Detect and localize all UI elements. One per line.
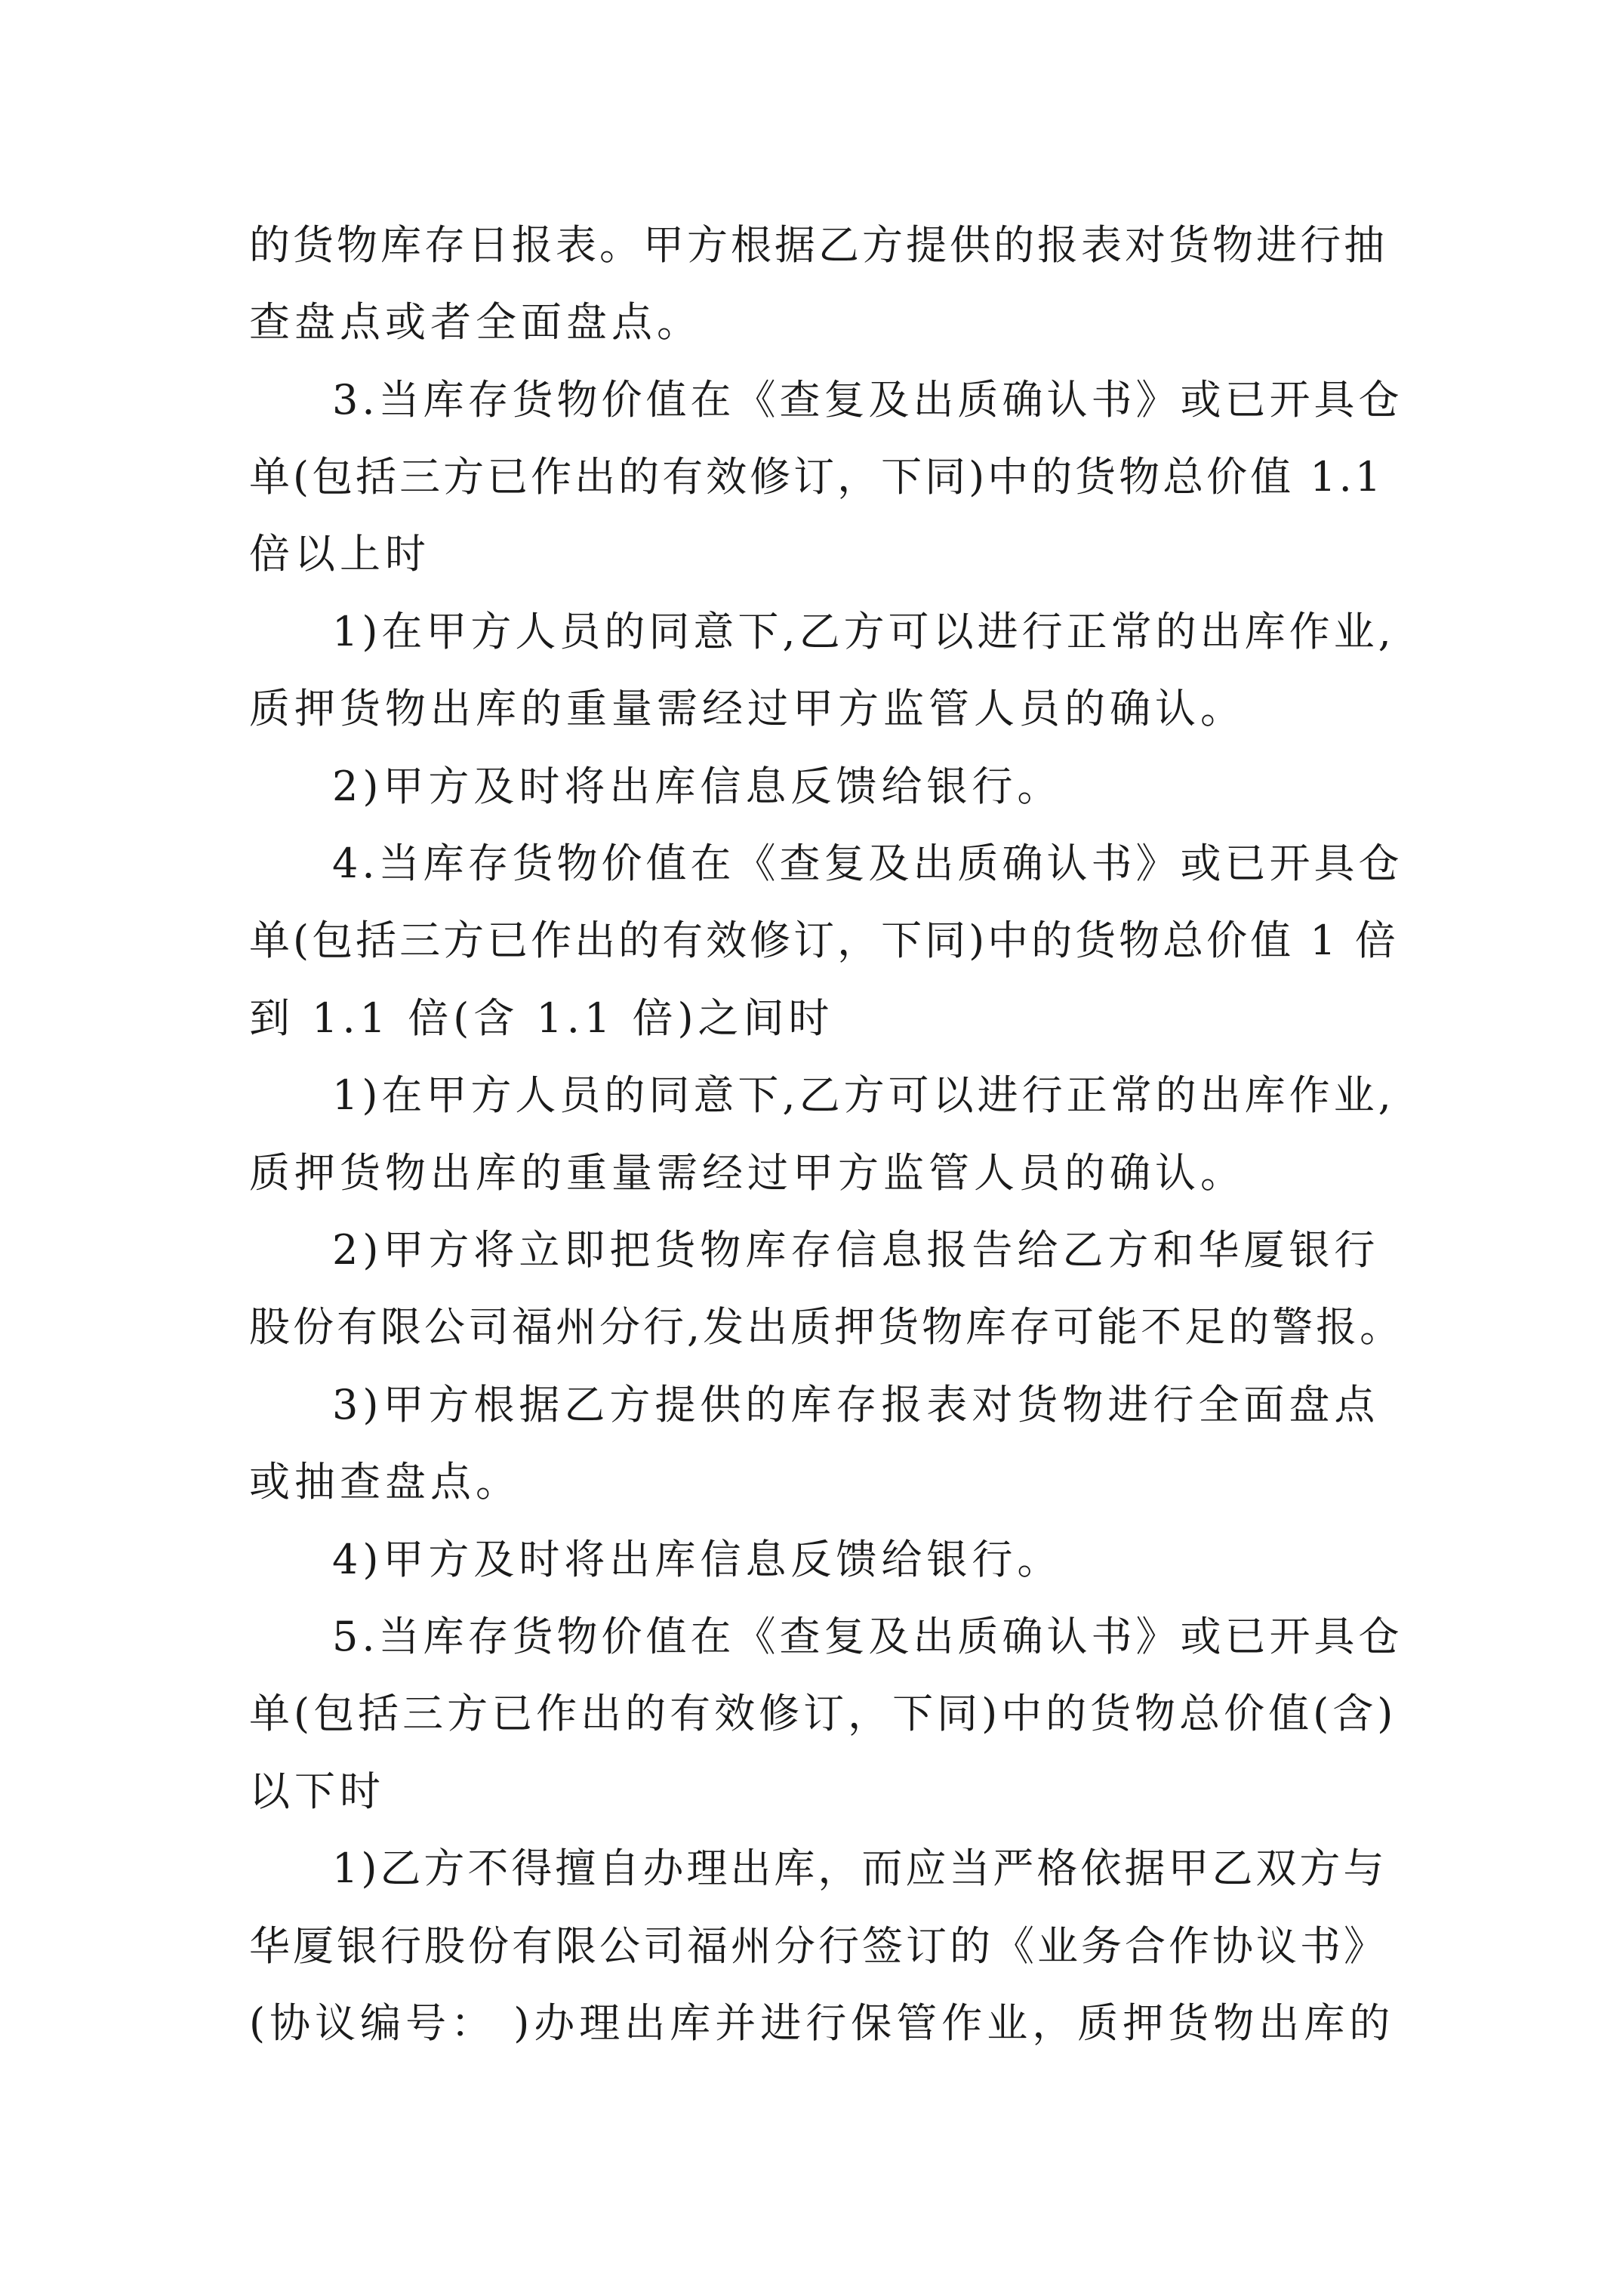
- text-line: 3)甲方根据乙方提供的库存报表对货物进行全面盘点: [332, 1381, 1380, 1428]
- text-line: 倍以上时: [249, 530, 430, 578]
- text-line: 华厦银行股份有限公司福州分行签订的《业务合作协议书》: [249, 1922, 1387, 1970]
- text-line: 单(包括三方已作出的有效修订，下同)中的货物总价值 1 倍: [249, 917, 1399, 964]
- text-line: 1)在甲方人员的同意下,乙方可以进行正常的出库作业,: [332, 608, 1395, 655]
- text-line: 质押货物出库的重量需经过甲方监管人员的确认。: [249, 1149, 1246, 1197]
- text-line: 3.当库存货物价值在《查复及出质确认书》或已开具仓: [332, 376, 1403, 424]
- text-line: 2)甲方将立即把货物库存信息报告给乙方和华厦银行: [332, 1226, 1380, 1274]
- text-line: 的货物库存日报表。甲方根据乙方提供的报表对货物进行抽: [249, 221, 1387, 269]
- text-line: 4)甲方及时将出库信息反馈给银行。: [332, 1536, 1063, 1583]
- text-line: 单(包括三方已作出的有效修订，下同)中的货物总价值 1.1: [249, 453, 1384, 501]
- text-line: 以下时: [249, 1767, 385, 1815]
- text-line: 5.当库存货物价值在《查复及出质确认书》或已开具仓: [332, 1613, 1403, 1660]
- text-line: 到 1.1 倍(含 1.1 倍)之间时: [249, 994, 834, 1042]
- text-line: 2)甲方及时将出库信息反馈给银行。: [332, 763, 1063, 810]
- text-line: 查盘点或者全面盘点。: [249, 298, 702, 346]
- text-line: 4.当库存货物价值在《查复及出质确认书》或已开具仓: [332, 840, 1403, 887]
- text-line: 单(包括三方已作出的有效修订，下同)中的货物总价值(含): [249, 1690, 1397, 1737]
- text-line: 股份有限公司福州分行,发出质押货物库存可能不足的警报。: [249, 1303, 1404, 1351]
- text-line: (协议编号： )办理出库并进行保管作业，质押货物出库的: [249, 1999, 1395, 2047]
- text-line: 1)在甲方人员的同意下,乙方可以进行正常的出库作业,: [332, 1071, 1395, 1119]
- text-line: 或抽查盘点。: [249, 1458, 521, 1505]
- text-line: 1)乙方不得擅自办理出库，而应当严格依据甲乙双方与: [332, 1845, 1387, 1892]
- text-line: 质押货物出库的重量需经过甲方监管人员的确认。: [249, 685, 1246, 732]
